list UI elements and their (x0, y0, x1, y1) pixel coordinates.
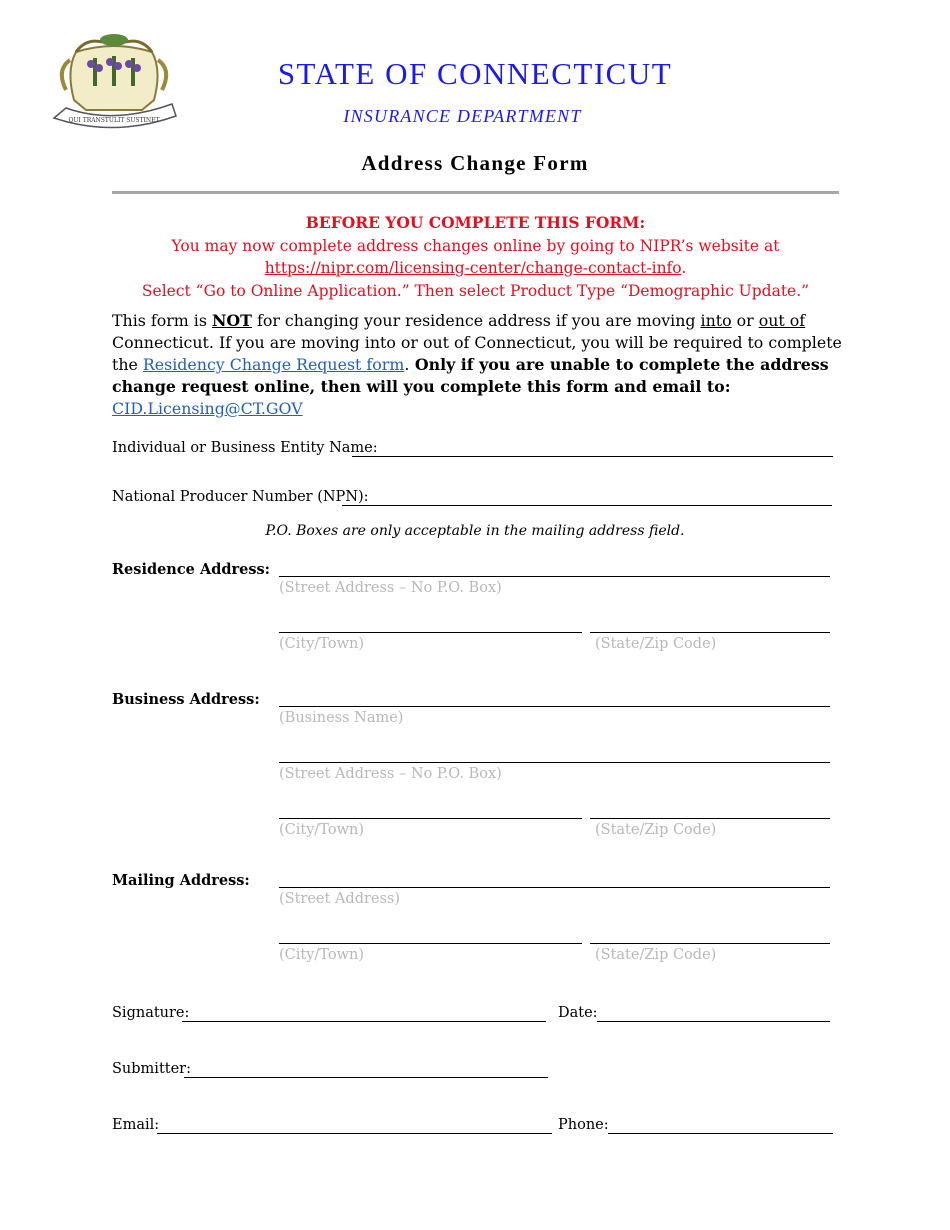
phone-field[interactable] (608, 1133, 833, 1134)
notice-url-line (112, 257, 839, 280)
residence-city-hint: (City/Town) (279, 636, 364, 652)
notice-line: You may now complete address changes online by going to NIPR’s website at (171, 236, 780, 255)
submitter-field[interactable] (184, 1077, 548, 1078)
intro-text: for changing your residence address if you are moving (251, 311, 701, 330)
npn-field[interactable] (342, 505, 832, 506)
into-underlined: into (700, 311, 732, 330)
mailing-state-zip-hint: (State/Zip Code) (595, 947, 717, 963)
npn-label: National Producer Number (NPN): (112, 489, 369, 505)
business-state-zip-hint: (State/Zip Code) (595, 822, 717, 838)
form-title: Address Change Form (361, 151, 589, 175)
department-title: INSURANCE DEPARTMENT (343, 106, 582, 126)
state-title: STATE OF CONNECTICUT (277, 56, 673, 91)
business-street-hint: (Street Address – No P.O. Box) (279, 766, 502, 782)
business-state-zip-field[interactable] (590, 818, 830, 819)
business-city-field[interactable] (279, 818, 582, 819)
intro-bold-text: Only if you are unable to complete the address change request online, then will you complete this form and email to: (112, 355, 829, 396)
intro-text: . (404, 355, 410, 374)
residence-state-zip-hint: (State/Zip Code) (595, 636, 717, 652)
notice-url-period: . (681, 259, 687, 277)
intro-text: This form is (112, 311, 212, 330)
signature-field[interactable] (182, 1021, 546, 1022)
business-name-hint: (Business Name) (279, 710, 404, 726)
email-field[interactable] (157, 1133, 552, 1134)
phone-label: Phone: (558, 1117, 609, 1133)
signature-label: Signature: (112, 1005, 190, 1021)
residence-street-hint: (Street Address – No P.O. Box) (279, 580, 502, 596)
business-name-field[interactable] (279, 706, 830, 707)
mailing-street-field[interactable] (279, 887, 830, 888)
notice-heading: BEFORE YOU COMPLETE THIS FORM: (305, 213, 646, 232)
po-box-note: P.O. Boxes are only acceptable in the mailing address field. (265, 523, 685, 539)
out-of-underlined: out of (758, 311, 806, 330)
date-field[interactable] (597, 1021, 830, 1022)
submitter-label: Submitter: (112, 1061, 191, 1077)
date-label: Date: (558, 1005, 598, 1021)
entity-name-label: Individual or Business Entity Name: (112, 440, 378, 456)
residency-change-link[interactable]: Residency Change Request form (142, 355, 405, 374)
residence-city-field[interactable] (279, 632, 582, 633)
notice-block (112, 212, 839, 302)
residence-state-zip-field[interactable] (590, 632, 830, 633)
business-address-label: Business Address: (112, 691, 260, 708)
mailing-state-zip-field[interactable] (590, 943, 830, 944)
business-city-hint: (City/Town) (279, 822, 364, 838)
entity-name-field[interactable] (352, 456, 833, 457)
intro-text: or (731, 311, 759, 330)
intro-paragraph (112, 310, 847, 420)
mailing-city-hint: (City/Town) (279, 947, 364, 963)
intro-text: Connecticut. If you are moving into or out of Connecticut, you will be required to complete the (112, 333, 842, 374)
not-emphasis: NOT (211, 311, 252, 330)
email-label: Email: (112, 1117, 160, 1133)
residence-street-field[interactable] (279, 576, 830, 577)
header-divider (112, 191, 839, 194)
residence-address-label: Residence Address: (112, 561, 271, 578)
business-street-field[interactable] (279, 762, 830, 763)
mailing-street-hint: (Street Address) (279, 891, 401, 907)
mailing-address-label: Mailing Address: (112, 872, 250, 889)
mailing-city-field[interactable] (279, 943, 582, 944)
notice-instructions: Select “Go to Online Application.” Then select Product Type “Demographic Update.” (141, 281, 810, 300)
seal-motto: QUI TRANSTULIT SUSTINET (68, 117, 160, 124)
nipr-link[interactable]: https://nipr.com/licensing-center/change-contact-info (264, 259, 682, 277)
email-link[interactable]: CID.Licensing@CT.GOV (112, 399, 303, 418)
